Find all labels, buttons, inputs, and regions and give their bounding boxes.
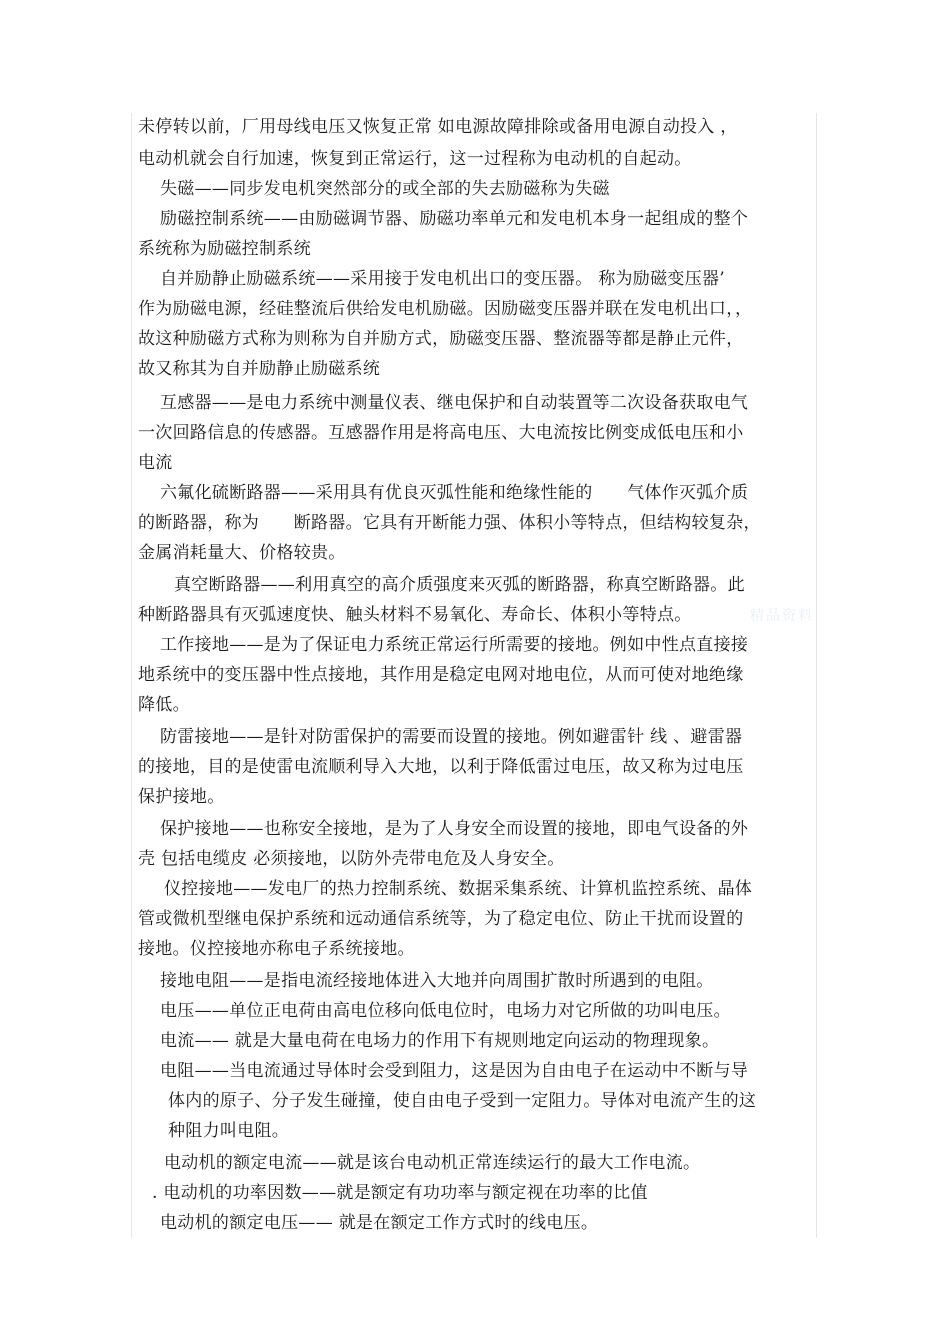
- text-line: 仪控接地——发电厂的热力控制系统、数据采集系统、计算机监控系统、晶体: [164, 879, 753, 899]
- text-line: 的断路器，称为 断路器。它具有开断能力强、体积小等特点，但结构较复杂，: [138, 513, 761, 533]
- text-line: 种阻力叫电阻。: [168, 1121, 290, 1141]
- text-line: 故这种励磁方式称为则称为自并励方式，励磁变压器、整流器等都是静止元件，: [138, 329, 744, 349]
- text-line: 金属消耗量大、价格较贵。: [138, 543, 346, 563]
- text-line: 电流—— 就是大量电荷在电场力的作用下有规则地定向运动的物理现象。: [160, 1031, 720, 1051]
- document-page: [131, 113, 817, 1238]
- text-line: 接地电阻——是指电流经接地体进入大地并向周围扩散时所遇到的电阻。: [160, 971, 714, 991]
- text-line: 失磁——同步发电机突然部分的或全部的失去励磁称为失磁: [160, 179, 610, 199]
- text-line: 的接地，目的是使雷电流顺利导入大地，以利于降低雷过电压，故又称为过电压: [138, 757, 744, 777]
- text-line: 工作接地——是为了保证电力系统正常运行所需要的接地。例如中性点直接接: [160, 635, 749, 655]
- text-line: 电压——单位正电荷由高电位移向低电位时，电场力对它所做的功叫电压。: [160, 1001, 731, 1021]
- text-line: 壳 包括电缆皮 必须接地，以防外壳带电危及人身安全。: [138, 849, 565, 869]
- text-line: 系统称为励磁控制系统: [138, 239, 311, 259]
- text-line: 电动机就会自行加速，恢复到正常运行，这一过程称为电动机的自起动。: [138, 149, 692, 169]
- text-line: . 电动机的功率因数——就是额定有功功率与额定视在功率的比值: [152, 1183, 648, 1203]
- text-line: 励磁控制系统——由励磁调节器、励磁功率单元和发电机本身一起组成的整个: [160, 209, 749, 229]
- text-line: 电动机的额定电压—— 就是在额定工作方式时的线电压。: [160, 1213, 599, 1233]
- text-line: 保护接地。: [138, 787, 225, 807]
- text-line: 电阻——当电流通过导体时会受到阻力，这是因为自由电子在运动中不断与导: [160, 1061, 749, 1081]
- text-line: 自并励静止励磁系统——采用接于发电机出口的变压器。 称为励磁变压器’: [160, 269, 726, 289]
- text-line: 一次回路信息的传感器。互感器作用是将高电压、大电流按比例变成低电压和小: [138, 423, 744, 443]
- text-line: 防雷接地——是针对防雷保护的需要而设置的接地。例如避雷针 线 、避雷器: [160, 727, 743, 747]
- text-line: 互感器——是电力系统中测量仪表、继电保护和自动装置等二次设备获取电气: [160, 393, 749, 413]
- text-line: 管或微机型继电保护系统和远动通信系统等，为了稳定电位、防止干扰而设置的: [138, 909, 744, 929]
- text-line: 体内的原子、分子发生碰撞，使自由电子受到一定阻力。导体对电流产生的这: [168, 1091, 757, 1111]
- text-line: 地系统中的变压器中性点接地，其作用是稳定电网对地电位，从而可使对地绝缘: [138, 665, 744, 685]
- text-line: 作为励磁电源，经硅整流后供给发电机励磁。因励磁变压器并联在发电机出口，，: [138, 299, 753, 319]
- text-line: 真空断路器——利用真空的高介质强度来灭弧的断路器，称真空断路器。此: [174, 575, 745, 595]
- text-line: 种断路器具有灭弧速度快、触头材料不易氧化、寿命长、体积小等特点。: [138, 605, 692, 625]
- text-line: 接地。仪控接地亦称电子系统接地。: [138, 939, 415, 959]
- text-line: 保护接地——也称安全接地，是为了人身安全而设置的接地，即电气设备的外: [160, 819, 749, 839]
- text-line: 故又称其为自并励静止励磁系统: [138, 359, 381, 379]
- text-line: 降低。: [138, 695, 190, 715]
- text-line: 六氟化硫断路器——采用具有优良灭弧性能和绝缘性能的 气体作灭弧介质: [160, 483, 749, 503]
- text-line: 电动机的额定电流——就是该台电动机正常连续运行的最大工作电流。: [164, 1153, 701, 1173]
- watermark-text: 精品资料: [750, 608, 814, 624]
- text-line: 未停转以前，厂用母线电压又恢复正常 如电源故障排除或备用电源自动投入 ，: [138, 117, 738, 137]
- text-line: 电流: [138, 453, 173, 473]
